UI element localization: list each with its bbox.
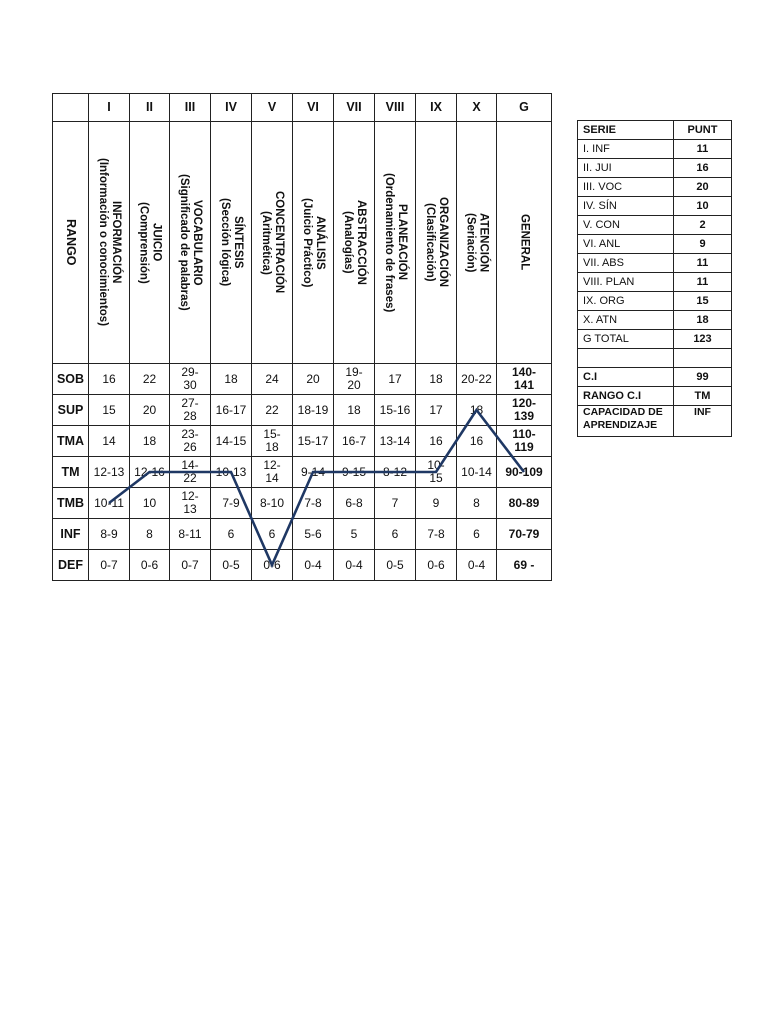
range-cell: 18 <box>457 395 497 426</box>
range-cell: 20 <box>130 395 170 426</box>
serie-cell: VIII. PLAN <box>578 273 674 292</box>
column-name: INFORMACIÓN <box>110 201 122 284</box>
table-row <box>53 519 552 550</box>
range-cell: 19- 20 <box>334 364 375 395</box>
score-cell: PUNT <box>674 121 732 140</box>
serie-cell: G TOTAL <box>578 330 674 349</box>
row-label: INF <box>53 519 89 550</box>
range-cell: 7-8 <box>293 488 334 519</box>
score-row <box>578 311 732 330</box>
range-cell: 10- 15 <box>416 457 457 488</box>
range-cell: 15-16 <box>375 395 416 426</box>
serie-cell: IX. ORG <box>578 292 674 311</box>
column-name-cell <box>252 122 293 364</box>
score-cell: 16 <box>674 159 732 178</box>
score-row <box>578 330 732 349</box>
score-row <box>578 159 732 178</box>
range-cell: 0-4 <box>334 550 375 581</box>
range-cell: 15-17 <box>293 426 334 457</box>
column-description: (Sección lógica) <box>219 198 231 287</box>
serie-cell: V. CON <box>578 216 674 235</box>
column-name: ABSTRACCIÓN <box>355 200 367 285</box>
range-cell: 5 <box>334 519 375 550</box>
column-name-cell <box>375 122 416 364</box>
row-label: SOB <box>53 364 89 395</box>
range-cell: 0-4 <box>293 550 334 581</box>
column-name: VOCABULARIO <box>191 199 203 286</box>
score-range-table <box>52 93 552 581</box>
range-cell: 14-15 <box>211 426 252 457</box>
scores-body <box>578 121 732 437</box>
range-cell: 8 <box>457 488 497 519</box>
range-cell: 8 <box>130 519 170 550</box>
column-header: G <box>497 94 552 122</box>
range-cell: 8-11 <box>170 519 211 550</box>
range-cell: 90-109 <box>497 457 552 488</box>
column-description: (Juicio Práctico) <box>301 197 313 288</box>
column-name: ANÁLISIS <box>314 215 326 270</box>
range-cell: 23- 26 <box>170 426 211 457</box>
score-row <box>578 292 732 311</box>
range-cell: 69 - <box>497 550 552 581</box>
range-cell: 6 <box>375 519 416 550</box>
range-cell: 10-13 <box>211 457 252 488</box>
column-header: VI <box>293 94 334 122</box>
range-cell: 120- 139 <box>497 395 552 426</box>
scores-header-row <box>578 121 732 140</box>
range-cell: 0-7 <box>170 550 211 581</box>
range-cell: 15 <box>89 395 130 426</box>
serie-cell: VII. ABS <box>578 254 674 273</box>
range-cell: 17 <box>375 364 416 395</box>
column-description: (Aritmética) <box>260 210 272 275</box>
range-cell: 0-4 <box>457 550 497 581</box>
serie-cell: SERIE <box>578 121 674 140</box>
range-cell: 14 <box>89 426 130 457</box>
column-header: II <box>130 94 170 122</box>
row-label: TMB <box>53 488 89 519</box>
column-name-cell <box>457 122 497 364</box>
range-cell: 12- 13 <box>170 488 211 519</box>
row-label: SUP <box>53 395 89 426</box>
range-cell: 20-22 <box>457 364 497 395</box>
range-cell: 6 <box>252 519 293 550</box>
score-cell: 11 <box>674 254 732 273</box>
serie-cell: IV. SÍN <box>578 197 674 216</box>
range-cell: 0-6 <box>252 550 293 581</box>
serie-cell: VI. ANL <box>578 235 674 254</box>
range-cell: 16-7 <box>334 426 375 457</box>
table-body <box>53 94 552 581</box>
column-name-cell <box>497 122 552 364</box>
table-row <box>53 395 552 426</box>
table-row <box>53 426 552 457</box>
result-row <box>578 387 732 406</box>
serie-cell: C.I <box>578 368 674 387</box>
range-cell: 18 <box>130 426 170 457</box>
range-cell: 10 <box>130 488 170 519</box>
serie-cell <box>578 349 674 368</box>
score-cell: 99 <box>674 368 732 387</box>
corner-cell <box>53 94 89 122</box>
column-name: CONCENTRACIÓN <box>273 191 285 294</box>
score-row <box>578 273 732 292</box>
range-cell: 8-12 <box>375 457 416 488</box>
table-row <box>53 364 552 395</box>
range-cell: 140- 141 <box>497 364 552 395</box>
range-cell: 9-15 <box>334 457 375 488</box>
score-cell: 2 <box>674 216 732 235</box>
range-cell: 110- 119 <box>497 426 552 457</box>
column-name: SÍNTESIS <box>232 216 244 269</box>
column-name-cell <box>416 122 457 364</box>
column-name-cell <box>334 122 375 364</box>
result-row <box>578 368 732 387</box>
range-cell: 12- 14 <box>252 457 293 488</box>
score-cell: 10 <box>674 197 732 216</box>
range-cell: 0-5 <box>375 550 416 581</box>
range-cell: 6 <box>211 519 252 550</box>
range-cell: 10-14 <box>457 457 497 488</box>
column-header: V <box>252 94 293 122</box>
score-cell: 15 <box>674 292 732 311</box>
range-cell: 6 <box>457 519 497 550</box>
range-cell: 22 <box>130 364 170 395</box>
column-name: JUICIO <box>150 223 163 262</box>
range-cell: 80-89 <box>497 488 552 519</box>
range-cell: 0-6 <box>416 550 457 581</box>
column-description: (Clasificación) <box>424 203 436 282</box>
range-cell: 7 <box>375 488 416 519</box>
score-cell: 9 <box>674 235 732 254</box>
range-cell: 17 <box>416 395 457 426</box>
row-label: TM <box>53 457 89 488</box>
column-description: (Analogías) <box>342 211 354 274</box>
range-cell: 16 <box>89 364 130 395</box>
table-row <box>53 550 552 581</box>
serie-cell: RANGO C.I <box>578 387 674 406</box>
range-cell: 7-9 <box>211 488 252 519</box>
serie-cell: CAPACIDAD DE APRENDIZAJE <box>578 406 674 437</box>
range-cell: 0-6 <box>130 550 170 581</box>
column-header: IX <box>416 94 457 122</box>
score-cell: 123 <box>674 330 732 349</box>
header-row <box>53 94 552 122</box>
score-cell: 20 <box>674 178 732 197</box>
range-cell: 5-6 <box>293 519 334 550</box>
score-cell: 11 <box>674 273 732 292</box>
range-cell: 20 <box>293 364 334 395</box>
column-header: X <box>457 94 497 122</box>
range-cell: 70-79 <box>497 519 552 550</box>
column-names-row <box>53 122 552 364</box>
column-header: VIII <box>375 94 416 122</box>
serie-cell: II. JUI <box>578 159 674 178</box>
range-cell: 22 <box>252 395 293 426</box>
range-cell: 16-17 <box>211 395 252 426</box>
range-cell: 10-11 <box>89 488 130 519</box>
range-cell: 18 <box>416 364 457 395</box>
row-label: DEF <box>53 550 89 581</box>
column-description: (Seriación) <box>464 212 477 273</box>
rango-label: RANGO <box>64 219 78 266</box>
range-cell: 0-7 <box>89 550 130 581</box>
score-row <box>578 140 732 159</box>
column-name: PLANEACIÓN <box>396 204 408 281</box>
score-cell: 11 <box>674 140 732 159</box>
range-cell: 18-19 <box>293 395 334 426</box>
column-header: III <box>170 94 211 122</box>
column-description: (Significado de palabras) <box>178 174 190 311</box>
range-cell: 8-10 <box>252 488 293 519</box>
range-cell: 16 <box>416 426 457 457</box>
range-cell: 18 <box>334 395 375 426</box>
range-cell: 24 <box>252 364 293 395</box>
column-name-cell <box>130 122 170 364</box>
score-row <box>578 254 732 273</box>
score-cell <box>674 349 732 368</box>
scores-table <box>577 120 732 437</box>
table-row <box>53 488 552 519</box>
range-cell: 29- 30 <box>170 364 211 395</box>
column-description: (Comprensión) <box>137 201 150 284</box>
column-description: (Ordenamiento de frases) <box>383 172 395 313</box>
column-description: (Información o conocimientos) <box>97 158 109 327</box>
score-row <box>578 235 732 254</box>
range-cell: 27- 28 <box>170 395 211 426</box>
range-cell: 0-5 <box>211 550 252 581</box>
column-name-cell <box>170 122 211 364</box>
range-cell: 16 <box>457 426 497 457</box>
range-cell: 13-14 <box>375 426 416 457</box>
column-header: VII <box>334 94 375 122</box>
range-cell: 8-9 <box>89 519 130 550</box>
column-header: IV <box>211 94 252 122</box>
score-row <box>578 178 732 197</box>
column-header: I <box>89 94 130 122</box>
column-name-cell <box>89 122 130 364</box>
range-cell: 9-14 <box>293 457 334 488</box>
range-cell: 12-13 <box>89 457 130 488</box>
spacer-row <box>578 349 732 368</box>
score-cell: INF <box>674 406 732 437</box>
range-cell: 18 <box>211 364 252 395</box>
range-cell: 6-8 <box>334 488 375 519</box>
serie-cell: III. VOC <box>578 178 674 197</box>
rango-cell <box>53 122 89 364</box>
range-cell: 14- 22 <box>170 457 211 488</box>
column-name-cell <box>293 122 334 364</box>
row-label: TMA <box>53 426 89 457</box>
range-cell: 15- 18 <box>252 426 293 457</box>
result-row <box>578 406 732 437</box>
range-cell: 12-16 <box>130 457 170 488</box>
score-cell: TM <box>674 387 732 406</box>
score-row <box>578 197 732 216</box>
range-cell: 9 <box>416 488 457 519</box>
score-cell: 18 <box>674 311 732 330</box>
table-row <box>53 457 552 488</box>
column-name-cell <box>211 122 252 364</box>
column-name: ATENCIÓN <box>477 212 490 273</box>
score-row <box>578 216 732 235</box>
column-name: GENERAL <box>518 214 531 271</box>
column-name: ORGANIZACIÓN <box>437 197 449 288</box>
serie-cell: I. INF <box>578 140 674 159</box>
serie-cell: X. ATN <box>578 311 674 330</box>
range-cell: 7-8 <box>416 519 457 550</box>
